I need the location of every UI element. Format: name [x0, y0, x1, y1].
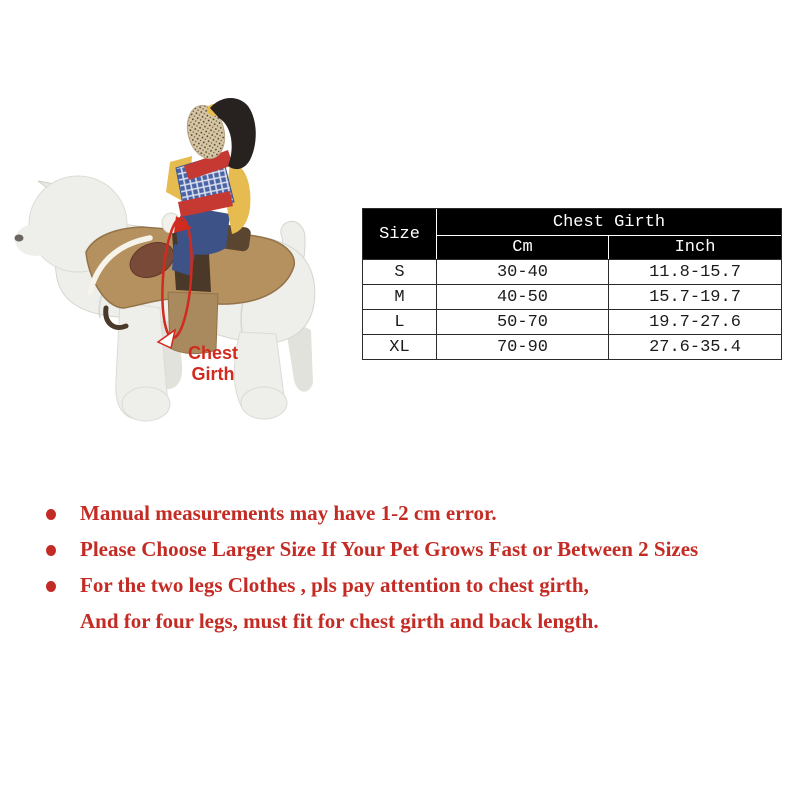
- product-photo: [0, 80, 360, 430]
- chest-girth-group-header: Chest Girth: [437, 209, 781, 236]
- inch-column-header: Inch: [609, 236, 781, 259]
- size-value: XL: [363, 334, 437, 359]
- list-item: [46, 538, 776, 561]
- note-text: Manual measurements may have 1-2 cm error.: [80, 501, 497, 525]
- table-row: [363, 259, 781, 284]
- chest-girth-label-line1: Chest: [187, 343, 239, 363]
- bullet-icon: [46, 545, 56, 556]
- dog-nose: [15, 235, 24, 242]
- chest-girth-label-line2: Girth: [191, 364, 235, 384]
- size-value: S: [363, 259, 437, 284]
- dog-back-paw: [241, 387, 287, 419]
- table-row: [363, 284, 781, 309]
- note-text: Please Choose Larger Size If Your Pet Grows Fast or Between 2 Sizes: [80, 537, 699, 561]
- cm-value: 30-40: [437, 259, 609, 284]
- inch-value: 15.7-19.7: [609, 284, 781, 309]
- bullet-icon: [46, 509, 56, 520]
- cm-value: 40-50: [437, 284, 609, 309]
- inch-value: 27.6-35.4: [609, 334, 781, 359]
- size-column-header: Size: [363, 209, 437, 259]
- table-row: [363, 309, 781, 334]
- cm-value: 70-90: [437, 334, 609, 359]
- dog-front-paw: [122, 387, 170, 421]
- note-text: And for four legs, must fit for chest girth and back length.: [80, 609, 599, 633]
- table-row: [363, 334, 781, 359]
- cm-value: 50-70: [437, 309, 609, 334]
- list-item: [46, 610, 776, 633]
- size-value: L: [363, 309, 437, 334]
- notes-list: [46, 502, 776, 646]
- cm-column-header: Cm: [437, 236, 609, 259]
- bullet-icon: [46, 581, 56, 592]
- list-item: [46, 502, 776, 525]
- inch-value: 19.7-27.6: [609, 309, 781, 334]
- size-chart-table: [362, 208, 782, 360]
- inch-value: 11.8-15.7: [609, 259, 781, 284]
- note-text: For the two legs Clothes , pls pay attention to chest girth,: [80, 573, 589, 597]
- size-value: M: [363, 284, 437, 309]
- list-item: [46, 574, 776, 597]
